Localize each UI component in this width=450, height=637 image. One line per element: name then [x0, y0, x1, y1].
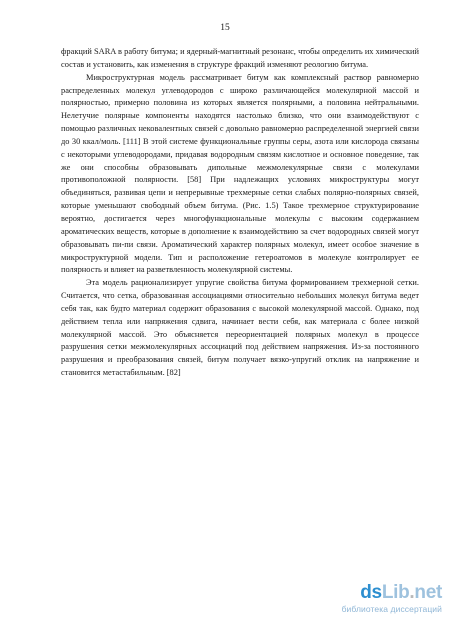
watermark-subtitle: библиотека диссертаций	[341, 604, 442, 614]
paragraph-microstructural-model: Микроструктурная модель рассматривает битум как комплексный раствор равномерно распределенных молекул углеводородов с широко различающейся молекулярной массой и полярностью, примерно половина из которых является полярными, а половина нейтральными. Нелетучие полярные компоненты находятся настолько близко, что они взаимодействуют с помощью различных нековалентных связей с довольно равномерно распределенной энергией связи до 30 ккал/моль. [111] В этой системе функциональные группы серы, азота или кислорода связаны с некоторыми углеводородами, придавая водородным связям кислотное и основное поведение, так же они способны образовывать дипольные межмолекулярные связи с молекулами противоположной полярности. [58] При надлежащих условиях микроструктуры могут объединяться, развивая цепи и непрерывные трехмерные сетки слабых полярно-полярных связей, которые уменьшают свободный объем битума. (Рис. 1.5) Такое трехмерное структурирование вероятно, достигается через многофункциональные молекулы с высоким содержанием ароматических веществ, которые в дополнение к взаимодействию за счет водородных связей могут образовывать пи-пи связи. Ароматический характер полярных молекул, имеет особое значение в микроструктурной модели. Тип и расположение гетероатомов в молекуле контролирует ее полярность и влияет на разветвленность молекулярной системы.	[61, 72, 419, 275]
dslib-watermark	[330, 582, 442, 615]
watermark-logo: dsLib.net	[360, 582, 442, 603]
paragraph-continuation: фракций SARA в работу битума; и ядерный-магнитный резонанс, чтобы определить их химический состав и установить, как изменения в структуре фракций изменяют реологию битума.	[61, 47, 419, 69]
paragraph-model-rationalization: Эта модель рационализирует упругие свойства битума формированием трехмерной сетки. Считается, что сетка, образованная ассоциациями относительно небольших молекул битума ведет себя так, как будто материал содержит образования с высокой молекулярной массой. Однако, под действием тепла или напряжения сдвига, начинает вести себя, как материала с более низкой молекулярной массой. Это объясняется переориентацией полярных молекул в процессе разрушения сетки межмолекулярных ассоциаций под действием напряжения. Из-за постоянного разрушения и преобразования связей, битум получает вязко-упругий отклик на напряжение и становится метастабильным. [82]	[61, 278, 419, 378]
document-body	[61, 46, 419, 380]
page-number: 15	[220, 23, 230, 33]
